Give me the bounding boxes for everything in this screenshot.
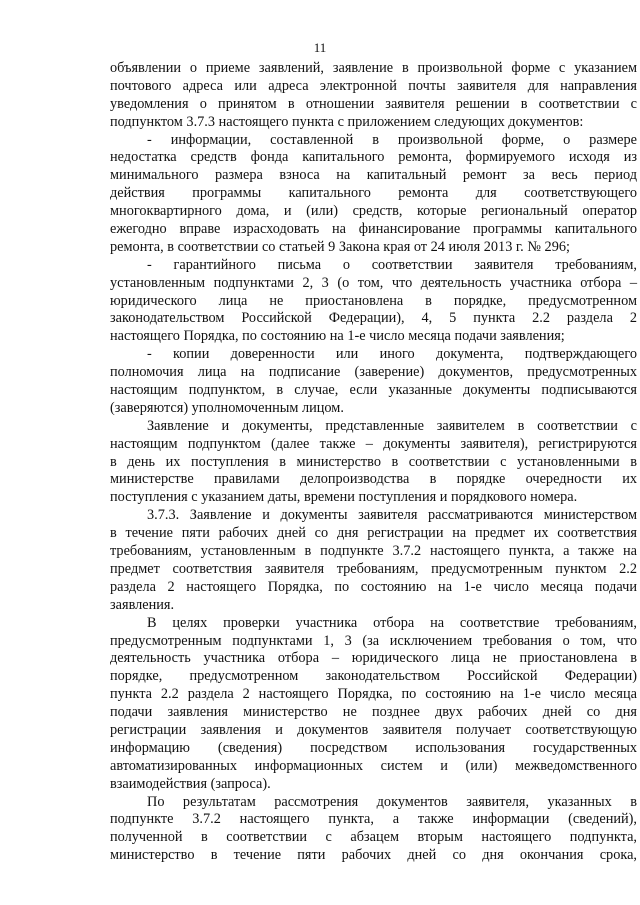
text-line: предусмотренным подпунктами 1, 3 (за исключением требования о том, что <box>110 632 637 649</box>
text-line: предмет соответствия заявителя требованиям, предусмотренным пунктом 2.2 <box>110 560 637 577</box>
text-line: недостатка средств фонда капитального ремонта, формируемого исходя из <box>110 149 637 166</box>
text-line: подпунктом 3.7.3 настоящего пункта с приложением следующих документов: <box>110 113 584 130</box>
text-line: ремонта, в соответствии со статьей 9 Закона края от 24 июля 2013 г. № 296; <box>110 238 570 255</box>
text-line: деятельность участника отбора – юридического лица не приостановлена в <box>110 650 637 667</box>
document-body <box>110 60 637 865</box>
text-line: юридического лица не приостановлена в порядке, предусмотренном <box>110 292 637 309</box>
text-line: - копии доверенности или иного документа, подтверждающего <box>147 346 637 363</box>
text-line: в день их поступления в министерство в соответствии с установленными в <box>110 453 637 470</box>
text-line: полученной в соответствии с абзацем вторым настоящего подпункта, <box>110 829 637 846</box>
text-line: порядке, предусмотренном законодательством Российской Федерации) <box>110 668 637 685</box>
text-line: министерство в течение пяти рабочих дней со дня окончания срока, <box>110 847 637 864</box>
text-line: регистрации заявления и документов заявителя получает соответствующую <box>110 721 637 738</box>
text-line: настоящим подпунктом (далее также – документы заявителя), регистрируются <box>110 435 637 452</box>
text-line: ежегодно вправе израсходовать на финансирование программы капитального <box>110 221 637 238</box>
text-line: заявления. <box>110 596 175 613</box>
text-line: подачи заявления министерство не позднее двух рабочих дней со дня <box>110 704 637 721</box>
text-line: взаимодействия (запроса). <box>110 775 271 792</box>
text-line: многоквартирного дома, и (или) средств, которые региональный оператор <box>110 203 637 220</box>
text-line: минимального размера взноса на капитальный ремонт за весь период <box>110 167 637 184</box>
text-line: действия программы капитального ремонта для соответствующего <box>110 185 637 202</box>
text-line: подпункте 3.7.2 настоящего пункта, а также информации (сведений), <box>110 811 637 828</box>
text-line: раздела 2 настоящего Порядка, по состоянию на 1-е число месяца подачи <box>110 578 637 595</box>
text-line: информацию (сведения) посредством использования государственных <box>110 739 637 756</box>
text-line: уведомления о принятом в отношении заявителя решении в соответствии с <box>110 95 637 112</box>
text-line: По результатам рассмотрения документов заявителя, указанных в <box>147 793 637 810</box>
text-line: - гарантийного письма о соответствии заявителя требованиям, <box>147 256 637 273</box>
page-number: 11 <box>313 40 327 55</box>
text-line: требованиям, установленным в подпункте 3.7.2 настоящего пункта, а также на <box>110 543 637 560</box>
text-line: полномочия лица на подписание (заверение) документов, предусмотренных <box>110 364 637 381</box>
text-line: (заверяются) уполномоченным лицом. <box>110 399 344 416</box>
text-line: настоящим подпунктом, в случае, если указанные документы подписываются <box>110 382 637 399</box>
text-line: пункта 2.2 раздела 2 настоящего Порядка, по состоянию на 1-е число месяца <box>110 686 637 703</box>
text-line: настоящего Порядка, по состоянию на 1-е число месяца подачи заявления; <box>110 328 565 345</box>
text-line: в течение пяти рабочих дней со дня регистрации на предмет их соответствия <box>110 525 637 542</box>
text-line: почтового адреса или адреса электронной почты заявителя для направления <box>110 77 637 94</box>
text-line: законодательством Российской Федерации), 4, 5 пункта 2.2 раздела 2 <box>110 310 637 327</box>
text-line: объявлении о приеме заявлений, заявление в произвольной форме с указанием <box>110 60 637 76</box>
text-line: 3.7.3. Заявление и документы заявителя рассматриваются министерством <box>147 507 637 524</box>
text-line: автоматизированных информационных систем и (или) межведомственного <box>110 757 637 774</box>
text-line: Заявление и документы, представленные заявителем в соответствии с <box>147 417 637 434</box>
text-line: установленным подпунктами 2, 3 (о том, что деятельность участника отбора – <box>110 274 637 291</box>
text-line: поступления с указанием даты, времени поступления и порядкового номера. <box>110 489 578 506</box>
text-line: министерстве правилами делопроизводства в порядке очередности их <box>110 471 637 488</box>
text-line: В целях проверки участника отбора на соответствие требованиям, <box>147 614 637 631</box>
text-line: - информации, составленной в произвольной форме, о размере <box>147 131 637 148</box>
